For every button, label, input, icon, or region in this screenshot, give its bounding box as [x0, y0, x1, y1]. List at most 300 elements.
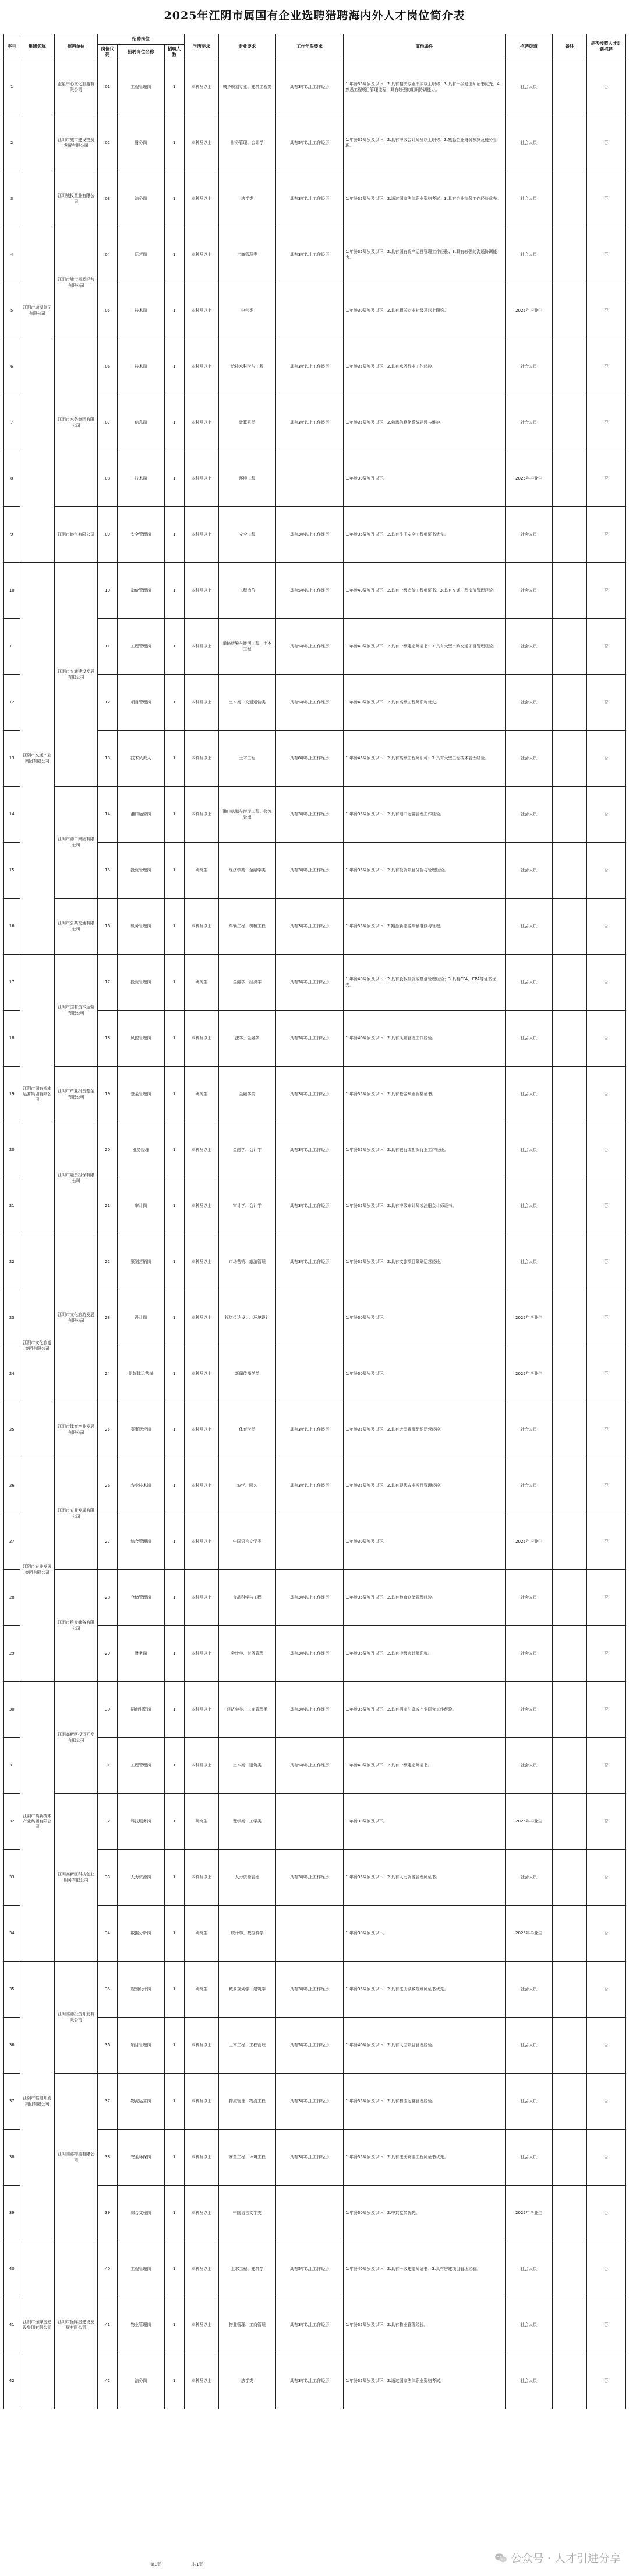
cell-count: 1 [164, 1178, 184, 1234]
header-outsource: 是否按照人才计划招聘 [587, 34, 626, 59]
cell-seq: 8 [4, 451, 20, 507]
cell-experience: 具有5年以上工作经历 [275, 619, 344, 675]
cell-position-name: 数据分析岗 [118, 1906, 165, 1962]
cell-note [552, 787, 586, 843]
cell-seq: 17 [4, 955, 20, 1011]
cell-method: 2025年毕业生 [506, 1290, 553, 1346]
cell-edu: 研究生 [184, 955, 218, 1011]
cell-outsource: 否 [587, 1794, 626, 1850]
cell-position-name: 新媒体运营岗 [118, 1346, 165, 1402]
cell-note [552, 2353, 586, 2409]
cell-code: 08 [98, 451, 118, 507]
cell-other: 1.年龄30周岁及以下。 [344, 1514, 506, 1570]
cell-outsource: 否 [587, 1850, 626, 1906]
cell-outsource: 否 [587, 2018, 626, 2074]
cell-other: 1.年龄35周岁及以下；2.熟悉信息化系统建设与维护。 [344, 395, 506, 451]
cell-other: 1.年龄35周岁及以下；2.具有投资项目分析与管理经验。 [344, 843, 506, 899]
cell-method: 社会人员 [506, 1850, 553, 1906]
cell-note [552, 2074, 586, 2130]
cell-experience: 具有3年以上工作经历 [275, 227, 344, 283]
cell-note [552, 1290, 586, 1346]
cell-count: 1 [164, 1011, 184, 1067]
cell-code: 16 [98, 899, 118, 955]
table-row [4, 1122, 626, 1178]
cell-experience: 具有3年以上工作经历 [275, 787, 344, 843]
cell-edu: 研究生 [184, 843, 218, 899]
cell-edu: 本科及以上 [184, 1682, 218, 1738]
cell-note [552, 563, 586, 619]
cell-code: 26 [98, 1458, 118, 1514]
cell-method: 2025年毕业生 [506, 451, 553, 507]
cell-note [552, 731, 586, 787]
cell-major: 食品科学与工程 [219, 1570, 276, 1626]
cell-note [552, 339, 586, 395]
header-company: 招聘单位 [54, 34, 97, 59]
table-row [4, 171, 626, 227]
cell-position-name: 技术岗 [118, 339, 165, 395]
table-row [4, 507, 626, 563]
cell-code: 18 [98, 1011, 118, 1067]
cell-edu: 本科及以上 [184, 1570, 218, 1626]
cell-outsource: 否 [587, 395, 626, 451]
cell-count: 1 [164, 507, 184, 563]
cell-method: 社会人员 [506, 2130, 553, 2186]
cell-outsource: 否 [587, 787, 626, 843]
cell-count: 1 [164, 1906, 184, 1962]
cell-position-name: 设计岗 [118, 1290, 165, 1346]
cell-position-name: 项目管理岗 [118, 2018, 165, 2074]
cell-outsource: 否 [587, 1962, 626, 2018]
cell-seq: 22 [4, 1234, 20, 1290]
cell-experience [275, 283, 344, 339]
cell-position-name: 安全管理岗 [118, 507, 165, 563]
header-name: 招聘岗位名称 [118, 45, 165, 59]
cell-count: 1 [164, 1122, 184, 1178]
cell-experience: 具有3年以上工作经历 [275, 2353, 344, 2409]
cell-count: 1 [164, 2018, 184, 2074]
cell-code: 01 [98, 59, 118, 115]
cell-position-name: 法务岗 [118, 171, 165, 227]
cell-seq: 40 [4, 2241, 20, 2297]
cell-experience: 具有3年以上工作经历 [275, 1626, 344, 1682]
cell-seq: 32 [4, 1794, 20, 1850]
header-experience: 工作年限要求 [275, 34, 344, 59]
cell-experience [275, 1794, 344, 1850]
cell-other: 1.年龄30周岁及以下；2.中共党员优先。 [344, 2186, 506, 2241]
cell-code: 05 [98, 283, 118, 339]
cell-major: 电气类 [219, 283, 276, 339]
cell-major: 市场营销、旅游管理 [219, 1234, 276, 1290]
cell-other: 1.年龄40周岁及以下；2.具有大型项目管理经验。 [344, 2018, 506, 2074]
cell-experience: 具有3年以上工作经历 [275, 507, 344, 563]
cell-method: 社会人员 [506, 1122, 553, 1178]
cell-method: 社会人员 [506, 1458, 553, 1514]
cell-seq: 1 [4, 59, 20, 115]
cell-code: 27 [98, 1514, 118, 1570]
cell-edu: 本科及以上 [184, 2130, 218, 2186]
cell-company: 江阴市燃气有限公司 [54, 507, 97, 563]
cell-position-name: 工程管理岗 [118, 1738, 165, 1794]
cell-experience [275, 451, 344, 507]
cell-experience [275, 2186, 344, 2241]
cell-major: 经济学类、金融学类 [219, 843, 276, 899]
cell-count: 1 [164, 1682, 184, 1738]
cell-edu: 本科及以上 [184, 1738, 218, 1794]
cell-code: 41 [98, 2297, 118, 2353]
wechat-icon [494, 2553, 507, 2563]
cell-count: 1 [164, 59, 184, 115]
cell-edu: 本科及以上 [184, 2241, 218, 2297]
cell-position-name: 综合文秘岗 [118, 2186, 165, 2241]
cell-major: 中国语言文学类 [219, 2186, 276, 2241]
cell-count: 1 [164, 2297, 184, 2353]
header-note: 备注 [552, 34, 586, 59]
cell-position-name: 投资管理岗 [118, 843, 165, 899]
cell-count: 1 [164, 899, 184, 955]
cell-method: 社会人员 [506, 1234, 553, 1290]
cell-count: 1 [164, 1458, 184, 1514]
cell-other: 1.年龄45周岁及以下；2.具有高级工程师职称；3.具有大型工程技术管理经验。 [344, 731, 506, 787]
cell-code: 31 [98, 1738, 118, 1794]
cell-note [552, 2241, 586, 2297]
cell-position-name: 风控管理岗 [118, 1011, 165, 1067]
cell-seq: 3 [4, 171, 20, 227]
cell-edu: 本科及以上 [184, 675, 218, 731]
cell-major: 视觉传达设计、环境设计 [219, 1290, 276, 1346]
cell-outsource: 否 [587, 1402, 626, 1458]
cell-count: 1 [164, 115, 184, 171]
cell-experience: 具有5年以上工作经历 [275, 563, 344, 619]
cell-position-name: 招商引资岗 [118, 1682, 165, 1738]
cell-note [552, 2130, 586, 2186]
cell-edu: 本科及以上 [184, 395, 218, 451]
header-other: 其他条件 [344, 34, 506, 59]
cell-major: 安全工程、环境工程 [219, 2130, 276, 2186]
cell-seq: 12 [4, 675, 20, 731]
cell-experience: 具有5年以上工作经历 [275, 1011, 344, 1067]
cell-count: 1 [164, 731, 184, 787]
cell-method: 2025年毕业生 [506, 1514, 553, 1570]
cell-experience: 具有5年以上工作经历 [275, 2241, 344, 2297]
cell-group: 江阴市临港开发集团有限公司 [20, 1962, 54, 2241]
cell-company: 江阴市公共交通有限公司 [54, 899, 97, 955]
cell-seq: 31 [4, 1738, 20, 1794]
cell-major: 土木类、交通运输类 [219, 675, 276, 731]
table-row [4, 1570, 626, 1626]
cell-other: 1.年龄35周岁及以下；2.通过国家法律职业资格考试。 [344, 2353, 506, 2409]
cell-experience: 具有3年以上工作经历 [275, 1458, 344, 1514]
table-row [4, 2074, 626, 2130]
cell-edu: 本科及以上 [184, 731, 218, 787]
cell-edu: 本科及以上 [184, 2186, 218, 2241]
cell-outsource: 否 [587, 1290, 626, 1346]
cell-count: 1 [164, 1067, 184, 1122]
cell-outsource: 否 [587, 675, 626, 731]
cell-count: 1 [164, 1290, 184, 1346]
cell-count: 1 [164, 1346, 184, 1402]
cell-edu: 本科及以上 [184, 1234, 218, 1290]
cell-other: 1.年龄40周岁及以下；2.具有一级建造师证书；3.具有房建项目管理经验。 [344, 2241, 506, 2297]
cell-position-name: 运营岗 [118, 227, 165, 283]
cell-method: 社会人员 [506, 2353, 553, 2409]
cell-edu: 本科及以上 [184, 1122, 218, 1178]
cell-group: 江阴市农业发展集团有限公司 [20, 1458, 54, 1682]
cell-code: 21 [98, 1178, 118, 1234]
cell-method: 社会人员 [506, 2018, 553, 2074]
cell-outsource: 否 [587, 2353, 626, 2409]
cell-other: 1.年龄40周岁及以下；2.具有一级建造师证书。 [344, 1738, 506, 1794]
cell-experience: 具有3年以上工作经历 [275, 339, 344, 395]
cell-note [552, 1626, 586, 1682]
cell-seq: 35 [4, 1962, 20, 2018]
cell-seq: 34 [4, 1906, 20, 1962]
cell-code: 42 [98, 2353, 118, 2409]
cell-position-name: 安全环保岗 [118, 2130, 165, 2186]
cell-major: 体育学类 [219, 1402, 276, 1458]
cell-outsource: 否 [587, 227, 626, 283]
cell-note [552, 1962, 586, 2018]
cell-method: 社会人员 [506, 1570, 553, 1626]
cell-seq: 27 [4, 1514, 20, 1570]
cell-code: 20 [98, 1122, 118, 1178]
cell-major: 道路桥梁与渡河工程、土木工程 [219, 619, 276, 675]
cell-experience: 具有3年以上工作经历 [275, 2074, 344, 2130]
cell-major: 车辆工程、机械工程 [219, 899, 276, 955]
cell-experience: 具有3年以上工作经历 [275, 1682, 344, 1738]
cell-count: 1 [164, 451, 184, 507]
cell-code: 32 [98, 1794, 118, 1850]
cell-position-name: 财务岗 [118, 115, 165, 171]
cell-outsource: 否 [587, 955, 626, 1011]
cell-edu: 本科及以上 [184, 2018, 218, 2074]
cell-other: 1.年龄35周岁及以下；2.具有相关专业中级以上职称；3.具有一级建造师证书优先；4.熟悉工程项目管理流程，具有较强的组织协调能力。 [344, 59, 506, 115]
cell-edu: 本科及以上 [184, 619, 218, 675]
cell-edu: 本科及以上 [184, 1346, 218, 1402]
cell-count: 1 [164, 227, 184, 283]
cell-seq: 33 [4, 1850, 20, 1906]
cell-experience: 具有3年以上工作经历 [275, 899, 344, 955]
cell-method: 社会人员 [506, 59, 553, 115]
cell-note [552, 955, 586, 1011]
cell-major: 理学类、工学类 [219, 1794, 276, 1850]
watermark-text: 公众号 · 人才引进分享 [510, 2552, 621, 2565]
cell-code: 17 [98, 955, 118, 1011]
cell-method: 社会人员 [506, 563, 553, 619]
cell-company: 江阴市粮食储备有限公司 [54, 1570, 97, 1682]
cell-count: 1 [164, 2186, 184, 2241]
cell-code: 37 [98, 2074, 118, 2130]
table-row [4, 2241, 626, 2297]
cell-count: 1 [164, 675, 184, 731]
cell-seq: 41 [4, 2297, 20, 2353]
cell-seq: 15 [4, 843, 20, 899]
cell-code: 39 [98, 2186, 118, 2241]
cell-experience: 具有3年以上工作经历 [275, 1122, 344, 1178]
cell-count: 1 [164, 1738, 184, 1794]
cell-major: 物业管理、工商管理 [219, 2297, 276, 2353]
cell-code: 02 [98, 115, 118, 171]
cell-count: 1 [164, 2353, 184, 2409]
cell-other: 1.年龄35周岁及以下；2.具有基金从业资格证书。 [344, 1067, 506, 1122]
cell-seq: 37 [4, 2074, 20, 2130]
cell-edu: 本科及以上 [184, 899, 218, 955]
cell-method: 社会人员 [506, 227, 553, 283]
cell-position-name: 港口运营岗 [118, 787, 165, 843]
cell-seq: 36 [4, 2018, 20, 2074]
cell-experience: 具有3年以上工作经历 [275, 843, 344, 899]
cell-major: 城乡规划专业、建筑工程类 [219, 59, 276, 115]
header-major: 专业要求 [219, 34, 276, 59]
cell-experience: 具有3年以上工作经历 [275, 395, 344, 451]
cell-method: 社会人员 [506, 1011, 553, 1067]
table-row [4, 563, 626, 619]
cell-experience: 具有5年以上工作经历 [275, 955, 344, 1011]
cell-edu: 本科及以上 [184, 1514, 218, 1570]
cell-outsource: 否 [587, 1458, 626, 1514]
cell-method: 2025年毕业生 [506, 1794, 553, 1850]
cell-major: 中国语言文学类 [219, 1514, 276, 1570]
cell-note [552, 899, 586, 955]
cell-position-name: 农业技术岗 [118, 1458, 165, 1514]
cell-note [552, 1906, 586, 1962]
cell-company: 江阴市港口集团有限公司 [54, 787, 97, 899]
cell-major: 人力资源管理 [219, 1850, 276, 1906]
cell-outsource: 否 [587, 1570, 626, 1626]
cell-count: 1 [164, 339, 184, 395]
cell-major: 土木工程、工程管理 [219, 2018, 276, 2074]
cell-seq: 21 [4, 1178, 20, 1234]
header-method: 招聘渠道 [506, 34, 553, 59]
cell-method: 社会人员 [506, 1962, 553, 2018]
cell-seq: 16 [4, 899, 20, 955]
cell-major: 统计学、数据科学 [219, 1906, 276, 1962]
cell-edu: 本科及以上 [184, 2074, 218, 2130]
cell-note [552, 1794, 586, 1850]
cell-major: 法学类 [219, 171, 276, 227]
table-row [4, 1962, 626, 2018]
cell-experience: 具有3年以上工作经历 [275, 1178, 344, 1234]
cell-major: 工程造价 [219, 563, 276, 619]
cell-seq: 9 [4, 507, 20, 563]
cell-company: 江阴市保障房建设发展有限公司 [54, 2241, 97, 2409]
cell-major: 计算机类 [219, 395, 276, 451]
cell-position-name: 物流运营岗 [118, 2074, 165, 2130]
cell-edu: 本科及以上 [184, 2353, 218, 2409]
table-row [4, 787, 626, 843]
cell-method: 社会人员 [506, 787, 553, 843]
cell-experience: 具有5年以上工作经历 [275, 115, 344, 171]
header-code: 岗位代码 [98, 45, 118, 59]
cell-major: 会计学、财务管理 [219, 1626, 276, 1682]
cell-edu: 本科及以上 [184, 507, 218, 563]
cell-seq: 4 [4, 227, 20, 283]
cell-position-name: 策划营销岗 [118, 1234, 165, 1290]
cell-position-name: 工程管理岗 [118, 2241, 165, 2297]
cell-outsource: 否 [587, 619, 626, 675]
cell-other: 1.年龄35周岁及以下；2.具有文旅项目策划运营经验。 [344, 1234, 506, 1290]
watermark [494, 2550, 621, 2566]
cell-count: 1 [164, 395, 184, 451]
cell-note [552, 1850, 586, 1906]
cell-edu: 本科及以上 [184, 1850, 218, 1906]
cell-group: 江阴市交通产业集团有限公司 [20, 563, 54, 955]
cell-experience [275, 1906, 344, 1962]
cell-seq: 39 [4, 2186, 20, 2241]
cell-other: 1.年龄35周岁及以下；2.具有注册城乡规划师证书优先。 [344, 1962, 506, 2018]
cell-outsource: 否 [587, 1738, 626, 1794]
cell-code: 12 [98, 675, 118, 731]
cell-note [552, 1067, 586, 1122]
cell-method: 社会人员 [506, 843, 553, 899]
cell-position-name: 基金管理岗 [118, 1067, 165, 1122]
cell-edu: 研究生 [184, 1794, 218, 1850]
cell-code: 34 [98, 1906, 118, 1962]
table-row [4, 955, 626, 1011]
cell-other: 1.年龄30周岁及以下。 [344, 451, 506, 507]
cell-count: 1 [164, 1402, 184, 1458]
cell-experience [275, 1346, 344, 1402]
cell-count: 1 [164, 1234, 184, 1290]
cell-other: 1.年龄35周岁及以下；2.具有大型赛事组织运营经验。 [344, 1402, 506, 1458]
cell-count: 1 [164, 2074, 184, 2130]
cell-seq: 26 [4, 1458, 20, 1514]
cell-other: 1.年龄35周岁及以下；2.具有注册安全工程师证书优先。 [344, 2130, 506, 2186]
cell-code: 38 [98, 2130, 118, 2186]
cell-note [552, 1458, 586, 1514]
cell-outsource: 否 [587, 59, 626, 115]
cell-other: 1.年龄35周岁及以下；2.具有中级会计师职称。 [344, 1626, 506, 1682]
cell-company: 江阴市交通建设发展有限公司 [54, 563, 97, 787]
cell-company: 江阴城投置业有限公司 [54, 171, 97, 227]
cell-position-name: 投资管理岗 [118, 955, 165, 1011]
cell-code: 23 [98, 1290, 118, 1346]
cell-other: 1.年龄35周岁及以下；2.具有招商引资或产业研究工作经验。 [344, 1682, 506, 1738]
cell-outsource: 否 [587, 1178, 626, 1234]
cell-position-name: 技术负责人 [118, 731, 165, 787]
table-row [4, 115, 626, 171]
cell-note [552, 619, 586, 675]
cell-edu: 本科及以上 [184, 1178, 218, 1234]
cell-code: 29 [98, 1626, 118, 1682]
cell-code: 28 [98, 1570, 118, 1626]
cell-note [552, 1011, 586, 1067]
cell-edu: 研究生 [184, 1962, 218, 2018]
cell-code: 10 [98, 563, 118, 619]
cell-count: 1 [164, 1850, 184, 1906]
cell-major: 土木工程、建筑学 [219, 2241, 276, 2297]
cell-note [552, 1738, 586, 1794]
cell-company: 江阴高新区投资开发有限公司 [54, 1682, 97, 1794]
cell-position-name: 科技服务岗 [118, 1794, 165, 1850]
cell-note [552, 171, 586, 227]
cell-other: 1.年龄40周岁及以下；2.具有一级造价工程师证书；3.具有交通工程造价管理经验。 [344, 563, 506, 619]
cell-edu: 本科及以上 [184, 227, 218, 283]
cell-position-name: 技术岗 [118, 451, 165, 507]
cell-method: 社会人员 [506, 675, 553, 731]
page-title: 2025年江阴市属国有企业选聘猎聘海内外人才岗位简介表 [164, 9, 465, 22]
cell-method: 社会人员 [506, 339, 553, 395]
cell-group: 江阴市城投集团有限公司 [20, 59, 54, 563]
cell-experience: 具有3年以上工作经历 [275, 1570, 344, 1626]
cell-code: 13 [98, 731, 118, 787]
header-position-group: 招聘岗位 [98, 34, 184, 45]
cell-major: 金融学、会计学 [219, 1122, 276, 1178]
cell-other: 1.年龄40周岁及以下；2.具有高级工程师职称优先。 [344, 675, 506, 731]
cell-outsource: 否 [587, 1906, 626, 1962]
cell-outsource: 否 [587, 731, 626, 787]
cell-outsource: 否 [587, 563, 626, 619]
cell-seq: 19 [4, 1067, 20, 1122]
